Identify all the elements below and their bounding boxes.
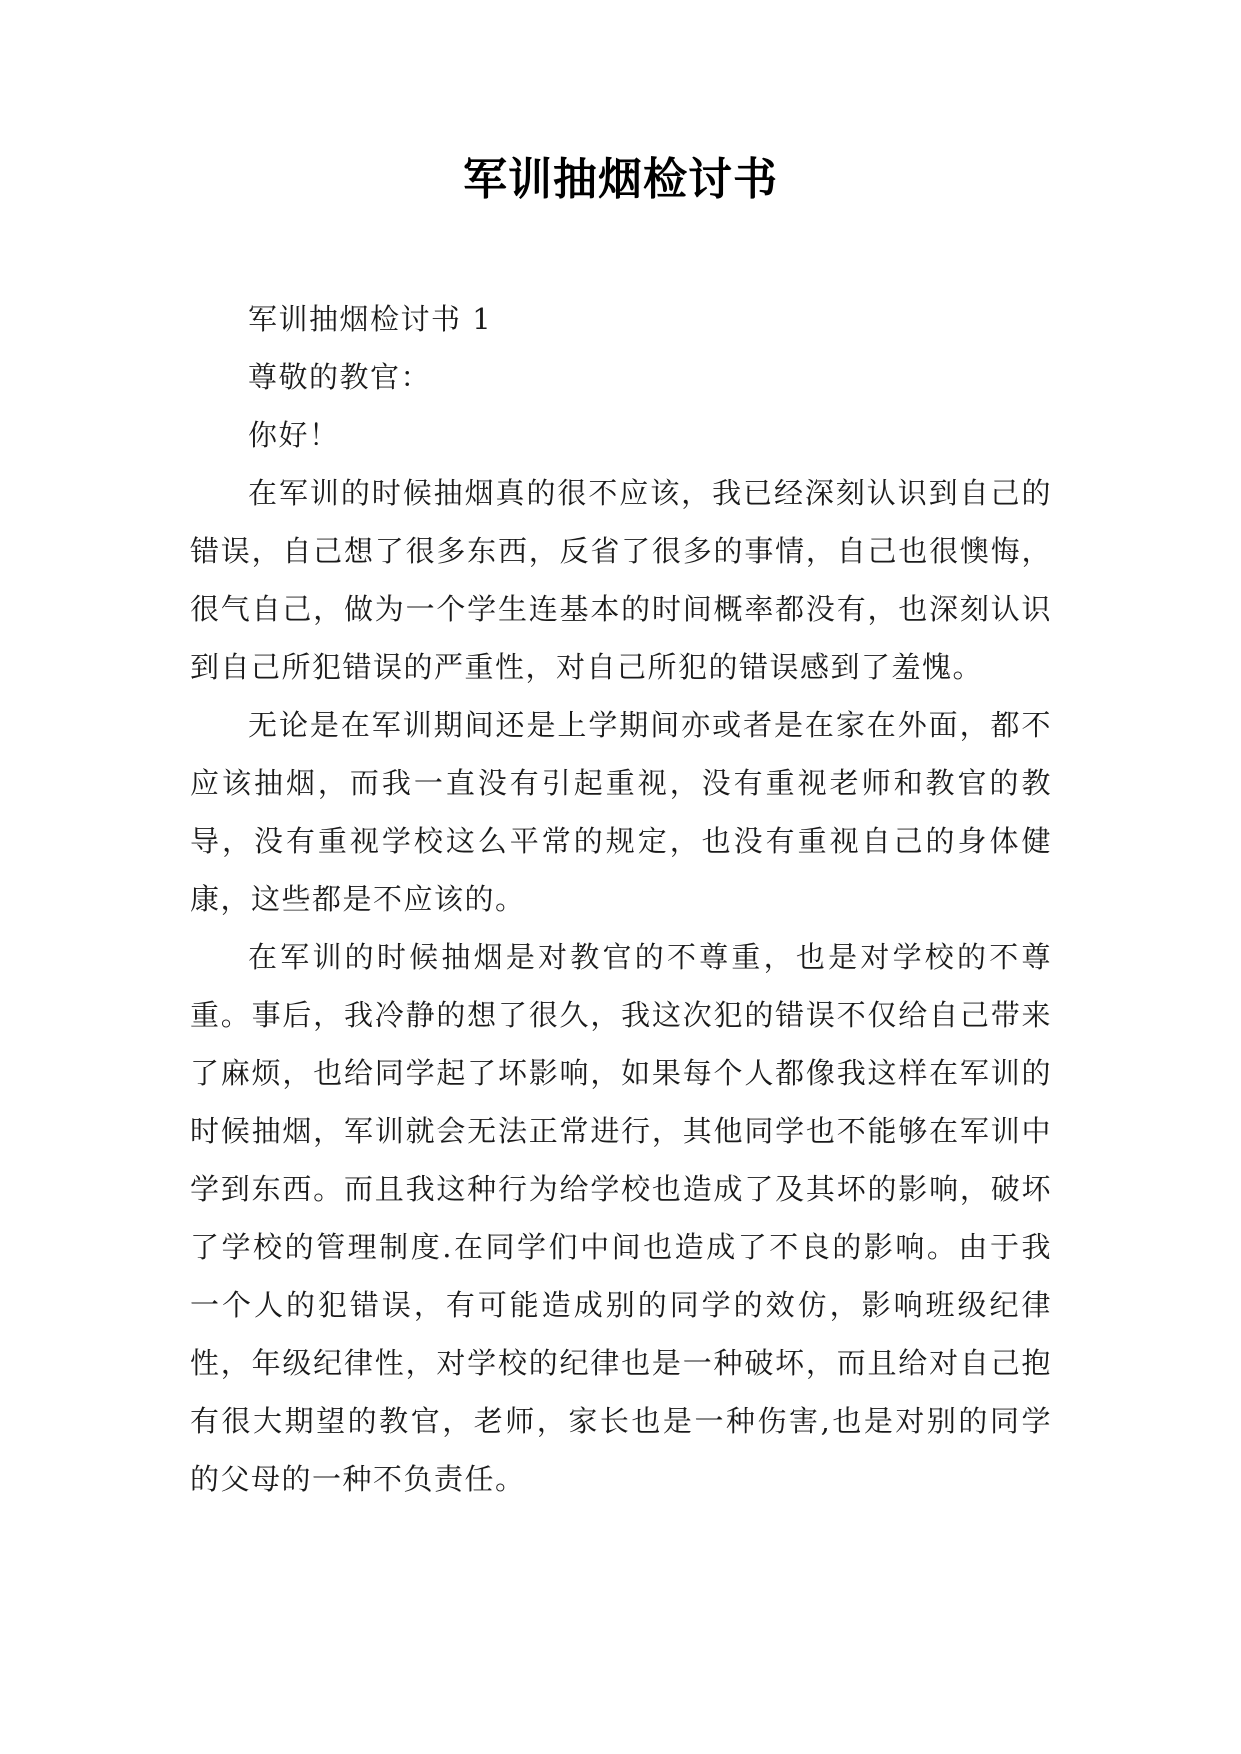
subtitle-paragraph: 军训抽烟检讨书 1	[248, 302, 493, 336]
document-title: 军训抽烟检讨书	[463, 154, 778, 205]
body-paragraph-1: 在军训的时候抽烟真的很不应该，我已经深刻认识到自己的错误，自己想了很多东西，反省了很多的事情，自己也很懊悔，很气自己，做为一个学生连基本的时间概率都没有，也深刻认识到自己所犯错误的严重性，对自己所犯的错误感到了羞愧。	[190, 476, 1052, 684]
body-paragraph-2: 无论是在军训期间还是上学期间亦或者是在家在外面，都不应该抽烟，而我一直没有引起重视，没有重视老师和教官的教导，没有重视学校这么平常的规定，也没有重视自己的身体健康，这些都是不应该的。	[190, 708, 1052, 916]
document-body	[190, 290, 1052, 1508]
salutation-paragraph: 尊敬的教官：	[248, 360, 432, 394]
greeting-paragraph: 你好！	[248, 418, 340, 452]
body-paragraph-3: 在军训的时候抽烟是对教官的不尊重，也是对学校的不尊重。事后，我冷静的想了很久，我这次犯的错误不仅给自己带来了麻烦，也给同学起了坏影响，如果每个人都像我这样在军训的时候抽烟，军训就会无法正常进行，其他同学也不能够在军训中学到东西。而且我这种行为给学校也造成了及其坏的影响，破坏了学校的管理制度.在同学们中间也造成了不良的影响。由于我一个人的犯错误，有可能造成别的同学的效仿，影响班级纪律性，年级纪律性，对学校的纪律也是一种破坏，而且给对自己抱有很大期望的教官，老师，家长也是一种伤害,也是对别的同学的父母的一种不负责任。	[190, 940, 1052, 1496]
